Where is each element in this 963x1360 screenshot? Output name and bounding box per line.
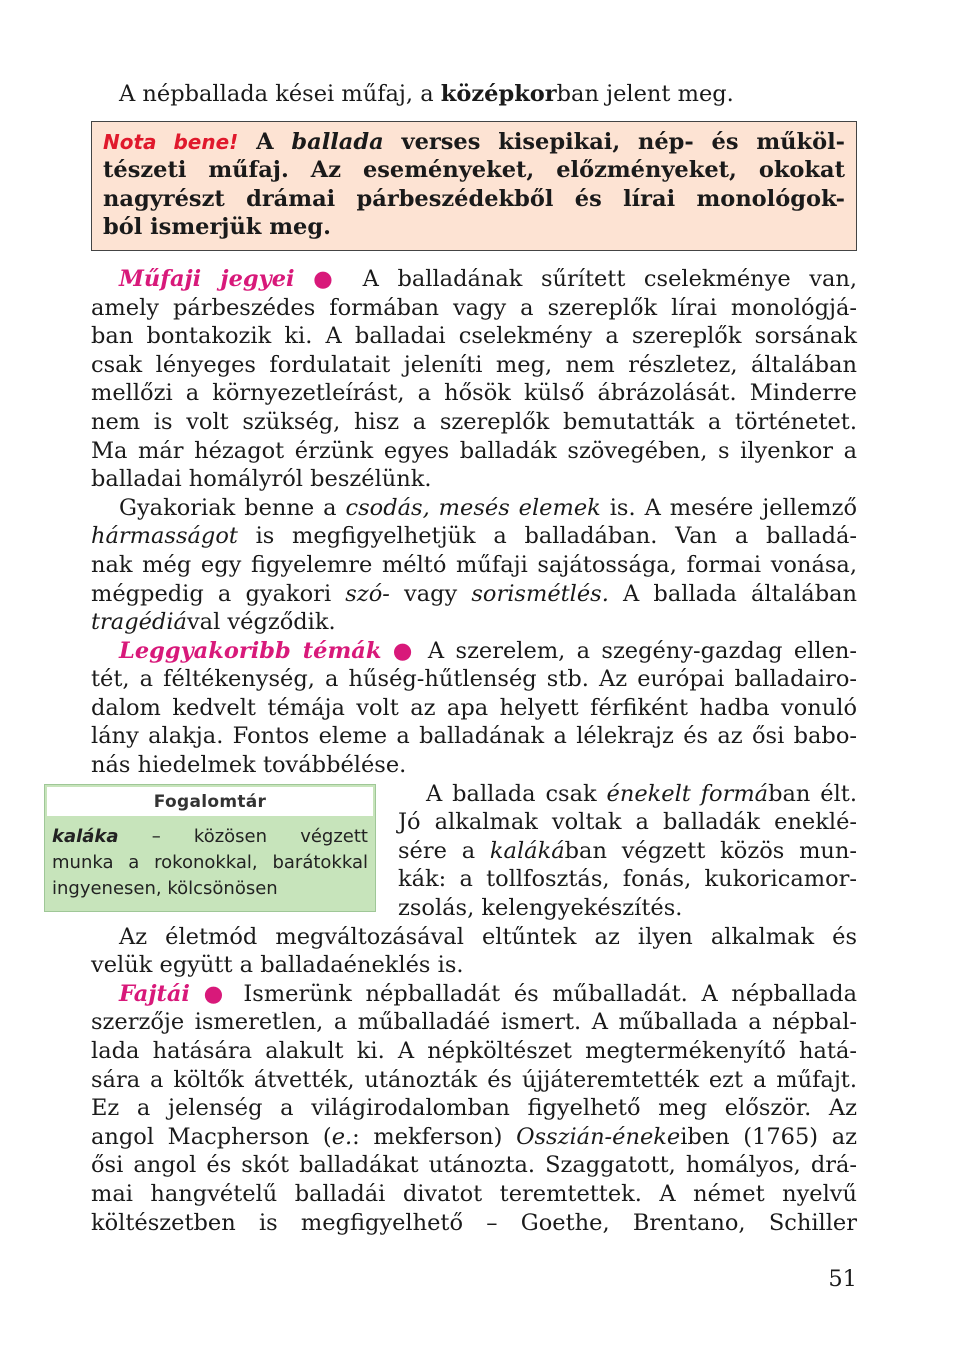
fogalomtar-title: Fogalomtár bbox=[47, 787, 373, 816]
kalaka-term: kaláka bbox=[52, 825, 119, 847]
bullet-icon: ● bbox=[313, 265, 345, 292]
intro-bold-term: középkor bbox=[440, 81, 557, 107]
nota-bene-box: Nota bene! A ballada verses kisepikai, nép- és műköl- tészeti műfaj. Az eseményeket, előzményeket, okokat nagyrészt drámai párbeszédekből és lírai monológok- ból ismerjük meg. bbox=[91, 121, 857, 251]
fajtai-heading: Fajtái bbox=[119, 980, 190, 1007]
temak-heading: Leggyakoribb témák bbox=[119, 637, 382, 664]
enekelt-paragraph: A ballada csak énekelt formában élt. Jó alkalmak voltak a balladák eneklé- sére a kalákában végzett közös mun- kák: a tollfosztás, fonás, kukoricamor- zsolás, kelengyekészítés. bbox=[398, 780, 858, 922]
ballada-term: ballada bbox=[291, 128, 384, 155]
mufaji-jegyei-heading: Műfaji jegyei bbox=[119, 265, 295, 292]
fajtai-paragraph: Fajtái ● Ismerünk népballadát és műballadát. A népballada szerzője ismeretlen, a műballadáé ismert. A műballada a népbal- lada hatására alakult ki. A népköltészet megtermékenyítő hatá- sára a költők átvették, utánozták és újjáteremtették ezt a műfajt. Ez a jelenség a világirodalomban figyelhető meg először. Az angol Macpherson (e.: mekferson) Osszián-énekeiben (1765) az ősi angol és skót balladákat utánozta. Szaggatott, homályos, drá- mai hangvételű balladái divatot teremtettek. A német nyelvű költészetben is megfigyelhető – Goethe, Brentano, Schiller bbox=[91, 980, 857, 1236]
eletmod-paragraph: Az életmód megváltozásával eltűntek az ilyen alkalmak és velük együtt a balladaéneklés is. bbox=[91, 923, 857, 979]
temak-paragraph: Leggyakoribb témák ● A szerelem, a szegény-gazdag ellen- tét, a féltékenység, a hűség-hűtlenség stb. Az európai balladairo- dalom kedvelt témája volt az apa helyett férfiként hadba vonuló lány alakja. Fontos eleme a balladának a lélekrajz és az ősi babo- nás hiedelmek továbbélése. bbox=[91, 637, 857, 779]
fogalomtar-box bbox=[44, 784, 376, 912]
mufaji-jegyei-paragraph: Műfaji jegyei ● A balladának sűrített cselekménye van, amely párbeszédes formában vagy a szereplők lírai monológjá- ban bontakozik ki. A balladai cselekmény a szereplők sorsának csak lényeges fordulatait jeleníti meg, nem részletez, általában mellőzi a környezetleírást, a hősök külső ábrázolását. Minderre nem is volt szükség, hisz a szereplők bemutatták a történetet. Ma már hézagot érzünk egyes balladák szövegében, s ilyenkor a balladai homályról beszélünk. bbox=[91, 265, 858, 493]
bullet-icon: ● bbox=[392, 637, 417, 664]
intro-line: A népballada kései műfaj, a középkorban jelent meg. bbox=[119, 81, 734, 107]
nota-bene-label: Nota bene! bbox=[103, 129, 239, 154]
bullet-icon: ● bbox=[203, 980, 230, 1007]
enekelt-section bbox=[52, 780, 858, 923]
fogalomtar-definition: kaláka – közösen végzett munka a rokonokkal, barátokkal ingyenesen, kölcsönösen bbox=[52, 825, 368, 899]
page-number: 51 bbox=[828, 1266, 857, 1292]
page-content bbox=[52, 80, 858, 1237]
gyakoriak-paragraph: Gyakoriak benne a csodás, mesés elemek is. A mesére jellemző hármasságot is megfigyelhetjük a balladában. Van a balladá- nak még egy figyelemre méltó műfaji sajátossága, formai vonása, mégpedig a gyakori szó- vagy sorismétlés. A ballada általában tragédiával végződik. bbox=[91, 494, 858, 636]
